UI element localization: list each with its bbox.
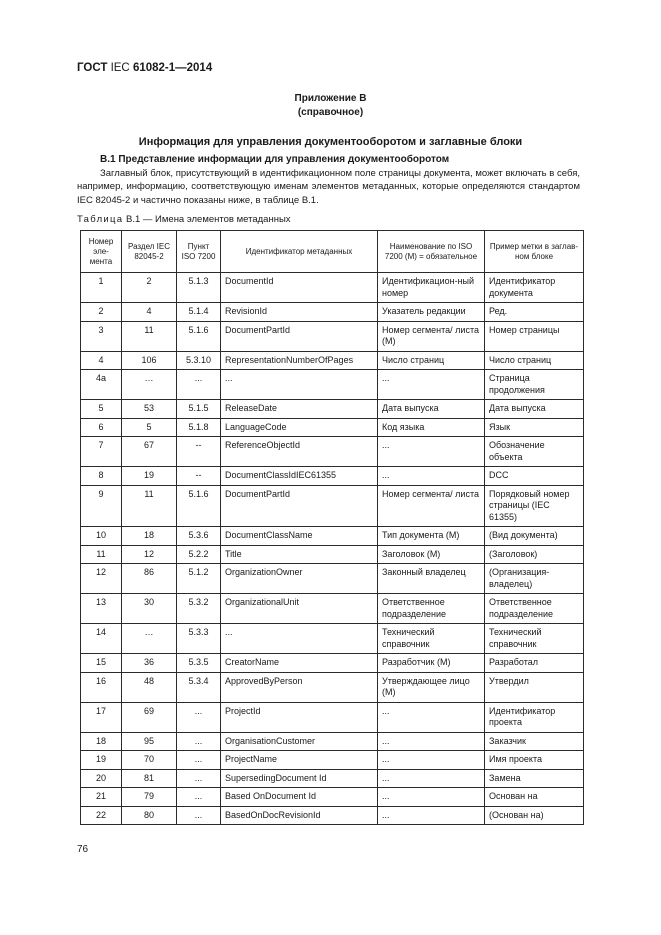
table-cell: ... bbox=[177, 751, 221, 770]
table-cell: (Заголовок) bbox=[485, 545, 584, 564]
table-row bbox=[81, 672, 584, 702]
table-cell: 6 bbox=[81, 418, 122, 437]
table-cell: ... bbox=[221, 370, 378, 400]
table-cell: Основан на bbox=[485, 788, 584, 807]
table-cell: Идентификацион-ный номер bbox=[378, 273, 485, 303]
table-cell: 70 bbox=[122, 751, 177, 770]
standard-header bbox=[77, 62, 212, 74]
table-cell: Ответственное подразделение bbox=[378, 594, 485, 624]
table-cell: … bbox=[122, 370, 177, 400]
table-cell: 106 bbox=[122, 351, 177, 370]
table-cell: Технический справочник bbox=[378, 624, 485, 654]
table-cell: Title bbox=[221, 545, 378, 564]
table-cell: 5.1.3 bbox=[177, 273, 221, 303]
appendix-subtitle: (справочное) bbox=[297, 107, 364, 118]
table-cell: 20 bbox=[81, 769, 122, 788]
table-row bbox=[81, 732, 584, 751]
table-row bbox=[81, 467, 584, 486]
table-cell: ReferenceObjectId bbox=[221, 437, 378, 467]
table-row bbox=[81, 273, 584, 303]
table-row bbox=[81, 806, 584, 825]
table-cell: BasedOnDocRevisionId bbox=[221, 806, 378, 825]
table-cell: ... bbox=[177, 732, 221, 751]
table-cell: ReleaseDate bbox=[221, 400, 378, 419]
table-row bbox=[81, 303, 584, 322]
table-row bbox=[81, 564, 584, 594]
table-cell: 9 bbox=[81, 485, 122, 527]
table-cell: Обозначение объекта bbox=[485, 437, 584, 467]
body-paragraph-text: Заглавный блок, присутствующий в идентификационном поле страницы документа, может включать в себя, например, информацию, соответствующую именам элементов метаданных, которые определяются стандартом IEC 82045-2 и частично показаны ниже, в таблице В.1. bbox=[77, 168, 580, 206]
table-cell: Число страниц bbox=[485, 351, 584, 370]
table-cell: ... bbox=[378, 437, 485, 467]
table-cell: 13 bbox=[81, 594, 122, 624]
table-cell: 79 bbox=[122, 788, 177, 807]
table-cell: 69 bbox=[122, 702, 177, 732]
table-header-cell: Номер эле-мента bbox=[81, 231, 122, 273]
table-row bbox=[81, 594, 584, 624]
table-cell: Порядковый номер страницы (IEC 61355) bbox=[485, 485, 584, 527]
table-cell: Номер страницы bbox=[485, 321, 584, 351]
table-cell: 5.1.2 bbox=[177, 564, 221, 594]
table-cell: 22 bbox=[81, 806, 122, 825]
table-row bbox=[81, 751, 584, 770]
table-cell: DocumentClassIdIEC61355 bbox=[221, 467, 378, 486]
table-cell: 48 bbox=[122, 672, 177, 702]
table-cell: ProjectName bbox=[221, 751, 378, 770]
table-cell: Имя проекта bbox=[485, 751, 584, 770]
standard-number: 61082-1—2014 bbox=[132, 62, 213, 74]
table-cell: … bbox=[122, 624, 177, 654]
table-cell: 86 bbox=[122, 564, 177, 594]
table-cell: SupersedingDocument Id bbox=[221, 769, 378, 788]
table-row bbox=[81, 654, 584, 673]
table-row bbox=[81, 437, 584, 467]
table-cell: Дата выпуска bbox=[485, 400, 584, 419]
table-cell: 19 bbox=[81, 751, 122, 770]
table-cell: 5.3.2 bbox=[177, 594, 221, 624]
table-row bbox=[81, 351, 584, 370]
table-cell: 16 bbox=[81, 672, 122, 702]
table-cell: Разработал bbox=[485, 654, 584, 673]
metadata-table bbox=[80, 230, 584, 825]
table-header-row bbox=[81, 231, 584, 273]
table-row bbox=[81, 370, 584, 400]
table-cell: 5.3.10 bbox=[177, 351, 221, 370]
table-cell: DocumentPartId bbox=[221, 321, 378, 351]
table-cell: 5.1.6 bbox=[177, 321, 221, 351]
table-cell: Утвердил bbox=[485, 672, 584, 702]
table-row bbox=[81, 624, 584, 654]
table-cell: 67 bbox=[122, 437, 177, 467]
table-cell: ... bbox=[378, 751, 485, 770]
table-cell: 8 bbox=[81, 467, 122, 486]
table-cell: Дата выпуска bbox=[378, 400, 485, 419]
table-cell: -- bbox=[177, 437, 221, 467]
table-header-cell: Пример метки в заглав-ном блоке bbox=[485, 231, 584, 273]
table-cell: Идентификатор документа bbox=[485, 273, 584, 303]
table-cell: 10 bbox=[81, 527, 122, 546]
table-cell: ... bbox=[177, 370, 221, 400]
table-cell: ... bbox=[378, 806, 485, 825]
table-caption bbox=[77, 214, 291, 225]
table-cell: Код языка bbox=[378, 418, 485, 437]
standard-iec: IEC bbox=[110, 62, 130, 74]
table-header-cell: Раздел IEC 82045-2 bbox=[122, 231, 177, 273]
table-cell: (Основан на) bbox=[485, 806, 584, 825]
table-cell: 5 bbox=[122, 418, 177, 437]
table-cell: 5.3.3 bbox=[177, 624, 221, 654]
table-cell: ... bbox=[378, 467, 485, 486]
table-row bbox=[81, 485, 584, 527]
table-cell: DocumentClassName bbox=[221, 527, 378, 546]
page-number: 76 bbox=[77, 844, 89, 855]
table-cell: 18 bbox=[81, 732, 122, 751]
table-cell: 4 bbox=[122, 303, 177, 322]
table-cell: 11 bbox=[122, 485, 177, 527]
table-cell: ... bbox=[221, 624, 378, 654]
table-cell: ... bbox=[378, 732, 485, 751]
table-cell: 5.3.6 bbox=[177, 527, 221, 546]
table-cell: Технический справочник bbox=[485, 624, 584, 654]
main-title: Информация для управления документооборотом и заглавные блоки bbox=[138, 136, 523, 148]
table-cell: 5.2.2 bbox=[177, 545, 221, 564]
table-cell: ... bbox=[177, 702, 221, 732]
table-cell: Страница продолжения bbox=[485, 370, 584, 400]
table-cell: Ред. bbox=[485, 303, 584, 322]
table-cell: 14 bbox=[81, 624, 122, 654]
table-cell: -- bbox=[177, 467, 221, 486]
table-cell: Тип документа (М) bbox=[378, 527, 485, 546]
table-cell: 11 bbox=[122, 321, 177, 351]
table-cell: ... bbox=[378, 788, 485, 807]
table-cell: 12 bbox=[81, 564, 122, 594]
table-cell: 2 bbox=[81, 303, 122, 322]
table-cell: DCC bbox=[485, 467, 584, 486]
table-header-cell: Наименование по ISO 7200 (М) = обязательное bbox=[378, 231, 485, 273]
table-cell: 19 bbox=[122, 467, 177, 486]
table-cell: 81 bbox=[122, 769, 177, 788]
table-cell: ... bbox=[177, 788, 221, 807]
table-cell: (Вид документа) bbox=[485, 527, 584, 546]
table-cell: Разработчик (М) bbox=[378, 654, 485, 673]
table-cell: DocumentPartId bbox=[221, 485, 378, 527]
table-cell: ... bbox=[378, 702, 485, 732]
table-header-cell: Пункт ISO 7200 bbox=[177, 231, 221, 273]
table-cell: 5 bbox=[81, 400, 122, 419]
table-cell: Законный владелец bbox=[378, 564, 485, 594]
table-cell: 36 bbox=[122, 654, 177, 673]
table-cell: 53 bbox=[122, 400, 177, 419]
table-cell: ... bbox=[177, 806, 221, 825]
table-cell: 5.1.5 bbox=[177, 400, 221, 419]
table-cell: 2 bbox=[122, 273, 177, 303]
table-header-cell: Идентификатор метаданных bbox=[221, 231, 378, 273]
table-cell: Язык bbox=[485, 418, 584, 437]
standard-prefix: ГОСТ bbox=[77, 62, 108, 74]
table-row bbox=[81, 545, 584, 564]
table-cell: 15 bbox=[81, 654, 122, 673]
table-cell: 12 bbox=[122, 545, 177, 564]
table-cell: Based OnDocument Id bbox=[221, 788, 378, 807]
table-cell: 4 bbox=[81, 351, 122, 370]
table-cell: 4а bbox=[81, 370, 122, 400]
table-cell: RevisionId bbox=[221, 303, 378, 322]
table-cell: RepresentationNumberOfPages bbox=[221, 351, 378, 370]
appendix-title: Приложение В bbox=[294, 93, 367, 104]
section-title: В.1 Представление информации для управления документооборотом bbox=[100, 154, 450, 165]
table-row bbox=[81, 321, 584, 351]
table-cell: 18 bbox=[122, 527, 177, 546]
table-cell: OrganizationOwner bbox=[221, 564, 378, 594]
table-cell: ... bbox=[378, 769, 485, 788]
body-paragraph bbox=[77, 167, 580, 207]
table-cell: DocumentId bbox=[221, 273, 378, 303]
table-cell: OrganizationalUnit bbox=[221, 594, 378, 624]
table-cell: 1 bbox=[81, 273, 122, 303]
table-cell: ... bbox=[378, 370, 485, 400]
table-cell: CreatorName bbox=[221, 654, 378, 673]
table-cell: ProjectId bbox=[221, 702, 378, 732]
table-cell: 7 bbox=[81, 437, 122, 467]
table-cell: Указатель редакции bbox=[378, 303, 485, 322]
table-cell: ... bbox=[177, 769, 221, 788]
table-cell: Заголовок (М) bbox=[378, 545, 485, 564]
table-cell: 5.3.5 bbox=[177, 654, 221, 673]
table-cell: Ответственное подразделение bbox=[485, 594, 584, 624]
table-cell: Утверждающее лицо (М) bbox=[378, 672, 485, 702]
table-cell: 3 bbox=[81, 321, 122, 351]
table-cell: Заказчик bbox=[485, 732, 584, 751]
table-cell: OrganisationCustomer bbox=[221, 732, 378, 751]
table-cell: 5.1.8 bbox=[177, 418, 221, 437]
table-row bbox=[81, 788, 584, 807]
table-cell: 17 bbox=[81, 702, 122, 732]
table-cell: 80 bbox=[122, 806, 177, 825]
table-cell: (Организация-владелец) bbox=[485, 564, 584, 594]
table-row bbox=[81, 418, 584, 437]
table-cell: 5.1.6 bbox=[177, 485, 221, 527]
table-cell: 11 bbox=[81, 545, 122, 564]
table-cell: Номер сегмента/ листа (М) bbox=[378, 321, 485, 351]
table-caption-text: — Имена элементов метаданных bbox=[142, 214, 291, 225]
table-caption-label: Таблица bbox=[77, 214, 124, 225]
table-cell: Замена bbox=[485, 769, 584, 788]
table-cell: 21 bbox=[81, 788, 122, 807]
table-cell: 30 bbox=[122, 594, 177, 624]
table-row bbox=[81, 769, 584, 788]
table-cell: ApprovedByPerson bbox=[221, 672, 378, 702]
table-row bbox=[81, 400, 584, 419]
table-cell: LanguageCode bbox=[221, 418, 378, 437]
table-cell: 95 bbox=[122, 732, 177, 751]
table-caption-number: В.1 bbox=[126, 214, 141, 225]
table-cell: 5.1.4 bbox=[177, 303, 221, 322]
table-cell: 5.3.4 bbox=[177, 672, 221, 702]
table-cell: Число страниц bbox=[378, 351, 485, 370]
table-cell: Идентификатор проекта bbox=[485, 702, 584, 732]
table-row bbox=[81, 527, 584, 546]
table-row bbox=[81, 702, 584, 732]
table-cell: Номер сегмента/ листа bbox=[378, 485, 485, 527]
